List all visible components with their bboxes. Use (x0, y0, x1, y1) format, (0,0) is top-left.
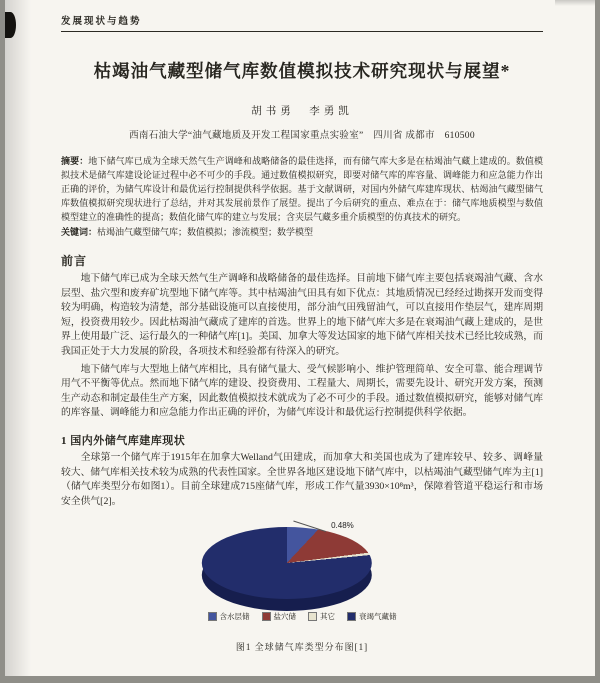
keywords-block (61, 225, 543, 239)
legend-label: 盐穴储 (273, 612, 296, 622)
pie-top (202, 527, 372, 599)
section1-paragraph-1: 全球第一个储气库于1915年在加拿大Welland气田建成，而加拿大和美国也成为了建库较早、较多、调峰量较大、储气库相关技术较为成熟的代表性国家。全世界各地区建设地下储气库中，以枯竭油气藏型储气库为主[1]（储气库类型分布如图1）。目前全球建成715座储气库，形成工作气量3930×10⁸m³，保障着管道平稳运行和市场安全供气[2]。 (61, 451, 543, 507)
keywords-text: 枯竭油气藏型储气库；数值模拟；渗流模型；数学模型 (97, 227, 314, 237)
page-title: 枯竭油气藏型储气库数值模拟技术研究现状与展望* (93, 61, 511, 81)
legend-item (347, 611, 397, 622)
legend-label: 衰竭气藏储 (359, 612, 397, 622)
legend-label: 含水层储 (219, 612, 250, 622)
affiliation-line: 西南石油大学“油气藏地质及开发工程国家重点实验室” 四川省 成都市 610500 (129, 131, 475, 141)
legend-item (262, 611, 297, 622)
legend-swatch (308, 612, 317, 621)
scan-artifact (5, 12, 16, 38)
legend-swatch (262, 612, 271, 621)
chart-legend (61, 611, 543, 622)
pie-chart-figure (61, 519, 543, 637)
legend-label: 其它 (320, 612, 335, 622)
intro-paragraph-2: 地下储气库与大型地上储气库相比，具有储气量大、受气候影响小、维护管理简单、安全可靠、能合理调节用气不平衡等优点。然而地下储气库的建设、投资费用、工程量大、周期长，需要先设计、研究开发方案，预测生产动态和制定最佳生产方案，因此数值模拟技术就成为了必不可少的手段。通过数值模拟研究，能够对储气库的库容量、调峰能力和应急能力作出正确的评价，为储气库设计和最优运行控制提供科学依据。 (61, 363, 543, 419)
section1-heading: 1 国内外储气库建库现状 (61, 434, 186, 447)
keywords-label: 关键词： (61, 227, 98, 237)
figure-caption: 图1 全球储气库类型分布图[1] (235, 642, 369, 653)
legend-item (308, 611, 335, 622)
authors-line: 胡书勇 李勇凯 (251, 106, 353, 117)
running-head: 发展现状与趋势 (61, 13, 543, 32)
intro-paragraph-1: 地下储气库已成为全球天然气生产调峰和战略储备的最佳选择。目前地下储气库主要包括衰竭油气藏、含水层型、盐穴型和废弃矿坑型地下储气库等。其中枯竭油气田具有如下优点：其地质情况已经经过勘探开发而变得较为明确，构造较为清楚，部分基础设施可以直接使用，部分油气田残留油气，可以直接用作垫层气，建库周期短，投资费用较少。因此枯竭油气藏成了建库的首选。世界上的地下储气库大多是在衰竭油气藏上建成的，是世界上使用最广泛、运行最久的一种储气库[1]。美国、加拿大等发达国家的地下储气库相关技术已经比较成熟，而我国正处于大力发展的阶段，各项技术和经验都有待深入的研究。 (61, 273, 543, 357)
abstract-block (61, 154, 543, 224)
legend-swatch (208, 612, 217, 621)
scan-artifact-corner (555, 0, 595, 6)
intro-heading: 前言 (61, 254, 88, 268)
pie-chart (192, 521, 382, 611)
legend-item (208, 611, 250, 622)
abstract-text: 地下储气库已成为全球天然气生产调峰和战略储备的最佳选择，而有储气库大多是在枯竭油气藏上建成的。数值模拟技术是储气库建设论证过程中必不可少的手段。通过数值模拟研究，即要对储气库的库容量、调峰能力和应急能力作出正确的评价，为储气库设计和最优运行控制提供科学依据。基于文献调研，对国内外储气库建库现状、枯竭油气藏型储气库数值模拟研究现状进行了总结，并对其发展前景作了展望。提出了今后研究的重点、难点在于：储气库地质模型与数值模型建立的准确性的提高；数值化储气库的建立与发展；含夹层气藏多重介质模型的仿真技术的研究。 (61, 156, 543, 222)
scan-gutter-shadow (5, 0, 31, 676)
abstract-label: 摘要： (61, 156, 89, 166)
article (61, 0, 543, 653)
legend-swatch (347, 612, 356, 621)
page (5, 0, 595, 676)
pie-data-label: 0.48% (331, 521, 354, 531)
